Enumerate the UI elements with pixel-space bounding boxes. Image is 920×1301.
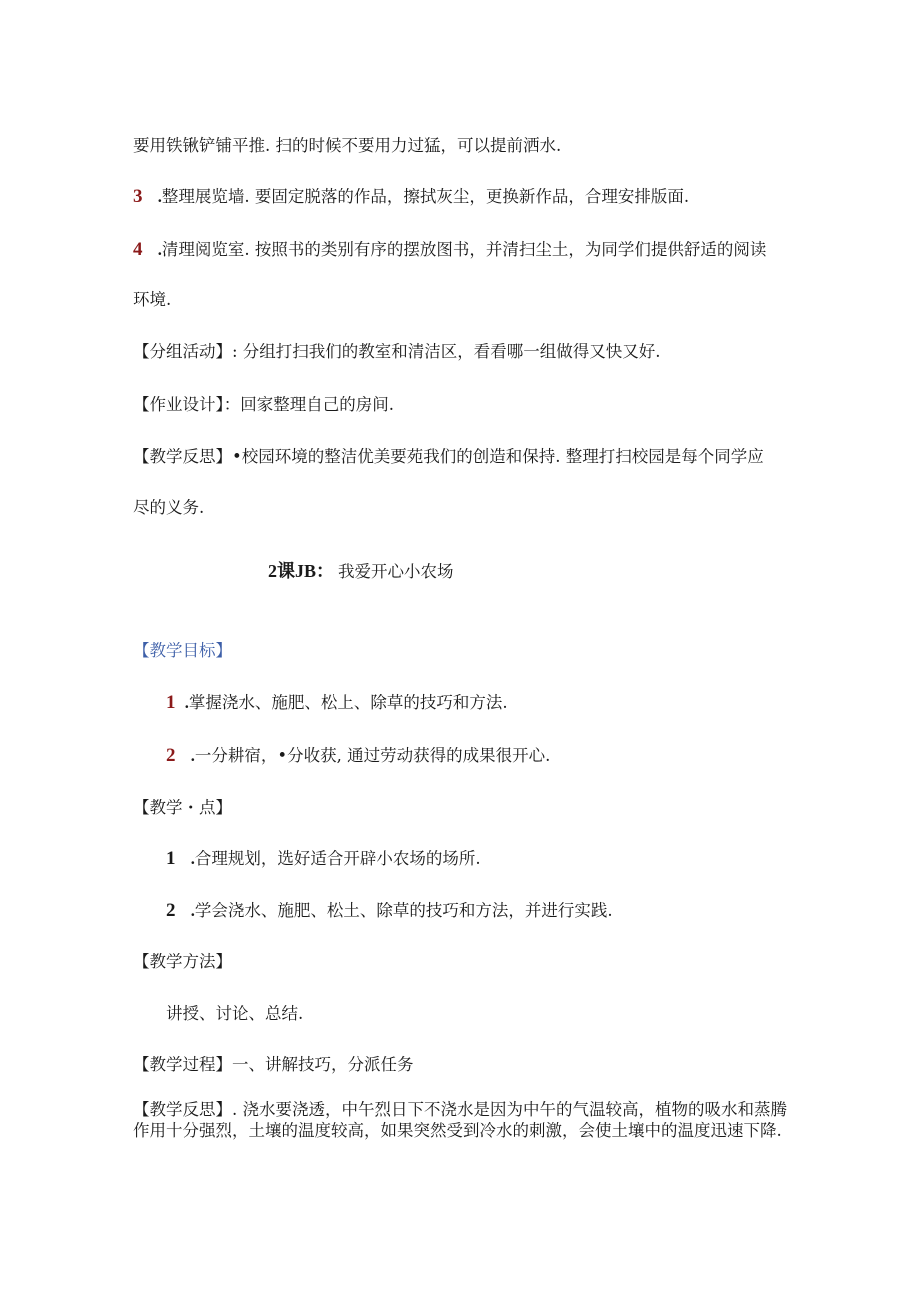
lesson-title-prefix: 2课JB： bbox=[268, 561, 335, 581]
methods-text: 讲授、讨论、总结. bbox=[166, 1004, 304, 1023]
list-item bbox=[166, 901, 613, 921]
text-line: 环境. bbox=[133, 290, 172, 309]
group-activity: 【分组活动】: 分组打扫我们的教室和清洁区，看看哪一组做得又快又好. bbox=[133, 342, 661, 361]
list-item bbox=[166, 746, 550, 766]
item-number: 4 bbox=[133, 239, 143, 260]
reflection-paragraph: 【教学反思】. 浇水要浇透，中午烈日下不浇水是因为中午的气温较高，植物的吸水和蒸腾作用十分强烈，土壤的温度较高，如果突然受到冷水的刺激，会使土壤中的温度迅速下降. bbox=[133, 1100, 787, 1140]
homework: 【作业设计】：回家整理自己的房间. bbox=[133, 395, 394, 414]
item-text: 掌握浇水、施肥、松上、除草的技巧和方法. bbox=[188, 693, 508, 712]
text-line: 要用铁锹铲铺平推. 扫的时候不要用力过猛，可以提前洒水. bbox=[133, 136, 562, 155]
item-number: 2 bbox=[166, 745, 176, 766]
text-line: 尽的义务. bbox=[133, 498, 205, 517]
section-heading-objectives: 【教学目标】 bbox=[133, 641, 232, 660]
section-heading-methods: 【教学方法】 bbox=[133, 952, 232, 971]
lesson-title bbox=[268, 561, 454, 582]
item-separator: . bbox=[190, 901, 195, 920]
item-text: 学会浇水、施肥、松土、除草的技巧和方法，并进行实践. bbox=[194, 901, 613, 920]
item-number: 1 bbox=[166, 848, 176, 869]
list-item bbox=[166, 849, 481, 869]
teaching-process: 【教学过程】一、讲解技巧，分派任务 bbox=[133, 1055, 414, 1074]
section-heading-key-points: 【教学・点】 bbox=[133, 798, 232, 817]
reflection: 【教学反思】•校园环境的整洁优美要苑我们的创造和保持. 整理打扫校园是每个同学应 bbox=[133, 447, 764, 466]
item-number: 2 bbox=[166, 900, 176, 921]
list-item bbox=[133, 240, 766, 260]
item-number: 3 bbox=[133, 186, 143, 207]
list-item bbox=[133, 187, 689, 207]
item-separator: . bbox=[190, 849, 195, 868]
item-separator: . bbox=[184, 693, 189, 712]
item-text: 清理阅览室. 按照书的类别有序的摆放图书，并清扫尘土，为同学们提供舒适的阅读 bbox=[161, 240, 767, 259]
item-separator: . bbox=[157, 240, 162, 259]
item-text: 一分耕宿，•分收获, 通过劳动获得的成果很开心. bbox=[194, 746, 551, 765]
item-number: 1 bbox=[166, 692, 176, 713]
item-separator: . bbox=[190, 746, 195, 765]
item-text: 整理展览墙. 要固定脱落的作品，擦拭灰尘，更换新作品，合理安排版面. bbox=[161, 187, 690, 206]
lesson-title-text: 我爱开心小农场 bbox=[338, 562, 454, 581]
list-item bbox=[166, 693, 508, 713]
item-text: 合理规划，选好适合开辟小农场的场所. bbox=[194, 849, 481, 868]
item-separator: . bbox=[157, 187, 162, 206]
